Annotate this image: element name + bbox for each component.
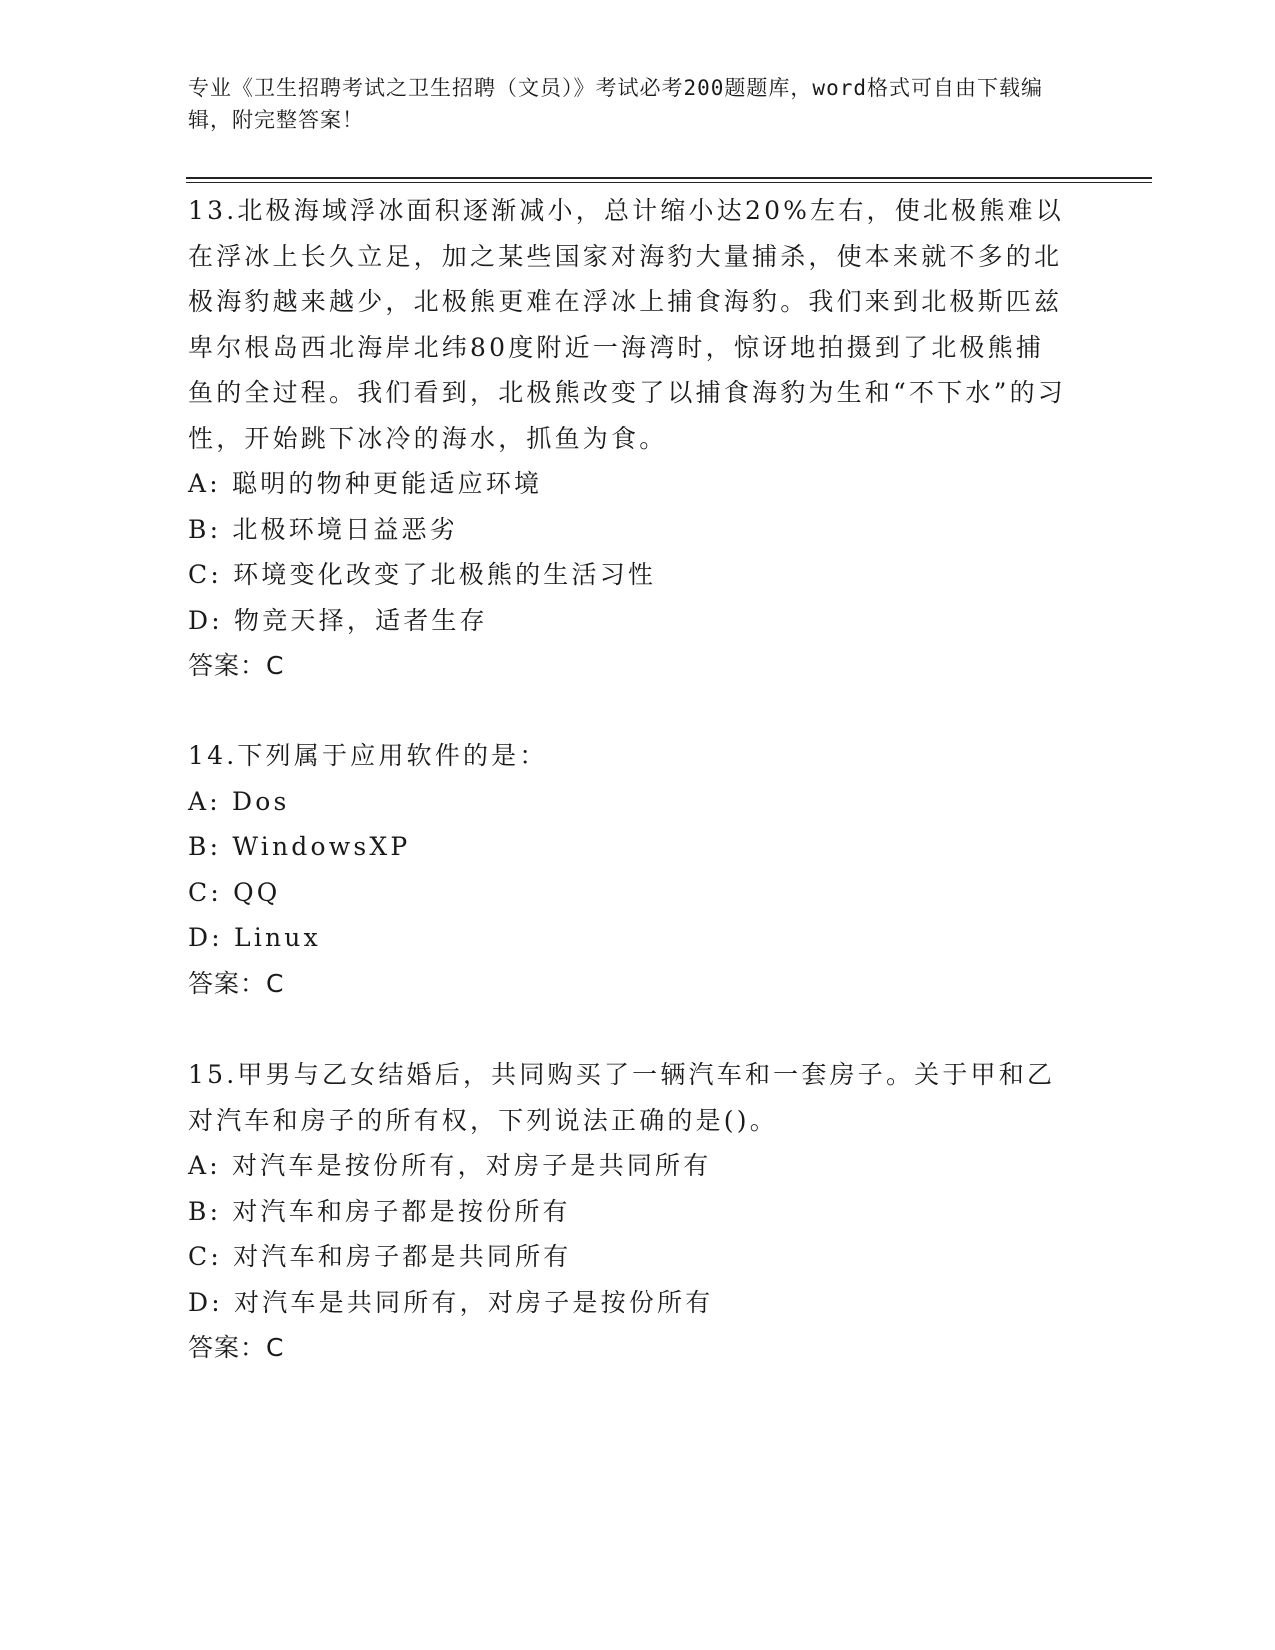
question-15	[188, 1052, 1068, 1371]
document-header: 专业《卫生招聘考试之卫生招聘（文员）》考试必考200题题库，word格式可自由下载编辑，附完整答案！	[188, 76, 1043, 132]
option-a: A: Dos	[188, 786, 290, 816]
option-c: C: 环境变化改变了北极熊的生活习性	[188, 560, 657, 589]
option-b: B: WindowsXP	[188, 832, 411, 861]
header-divider-thin	[186, 182, 1152, 183]
option-d: D: Linux	[188, 923, 321, 952]
option-b: B: 北极环境日益恶劣	[188, 514, 458, 544]
answer-line: 答案：C	[188, 968, 285, 998]
answer-line: 答案：C	[188, 651, 285, 680]
question-stem: 14.下列属于应用软件的是：	[188, 741, 548, 770]
question-14	[188, 733, 1068, 1006]
option-c: C: 对汽车和房子都是共同所有	[188, 1242, 572, 1271]
header-divider-thick	[186, 177, 1152, 179]
question-13	[188, 188, 1068, 689]
question-stem: 15.甲男与乙女结婚后，共同购买了一辆汽车和一套房子。关于甲和乙对汽车和房子的所有权，下列说法正确的是()。	[188, 1060, 1056, 1135]
option-c: C: QQ	[188, 877, 281, 907]
answer-line: 答案：C	[188, 1333, 285, 1362]
option-d: D: 物竞天择，适者生存	[188, 605, 488, 635]
question-stem: 13.北极海域浮冰面积逐渐减小，总计缩小达20%左右，使北极熊难以在浮冰上长久立足，加之某些国家对海豹大量捕杀，使本来就不多的北极海豹越来越少，北极熊更难在浮冰上捕食海豹。我们来到北极斯匹兹卑尔根岛西北海岸北纬80度附近一海湾时，惊讶地拍摄到了北极熊捕鱼的全过程。我们看到，北极熊改变了以捕食海豹为生和“不下水”的习性，开始跳下冰冷的海水，抓鱼为食。	[188, 196, 1066, 453]
option-d: D: 对汽车是共同所有，对房子是按份所有	[188, 1287, 714, 1317]
option-a: A: 对汽车是按份所有，对房子是共同所有	[188, 1151, 712, 1180]
option-a: A: 聪明的物种更能适应环境	[188, 469, 543, 498]
option-b: B: 对汽车和房子都是按份所有	[188, 1196, 571, 1226]
